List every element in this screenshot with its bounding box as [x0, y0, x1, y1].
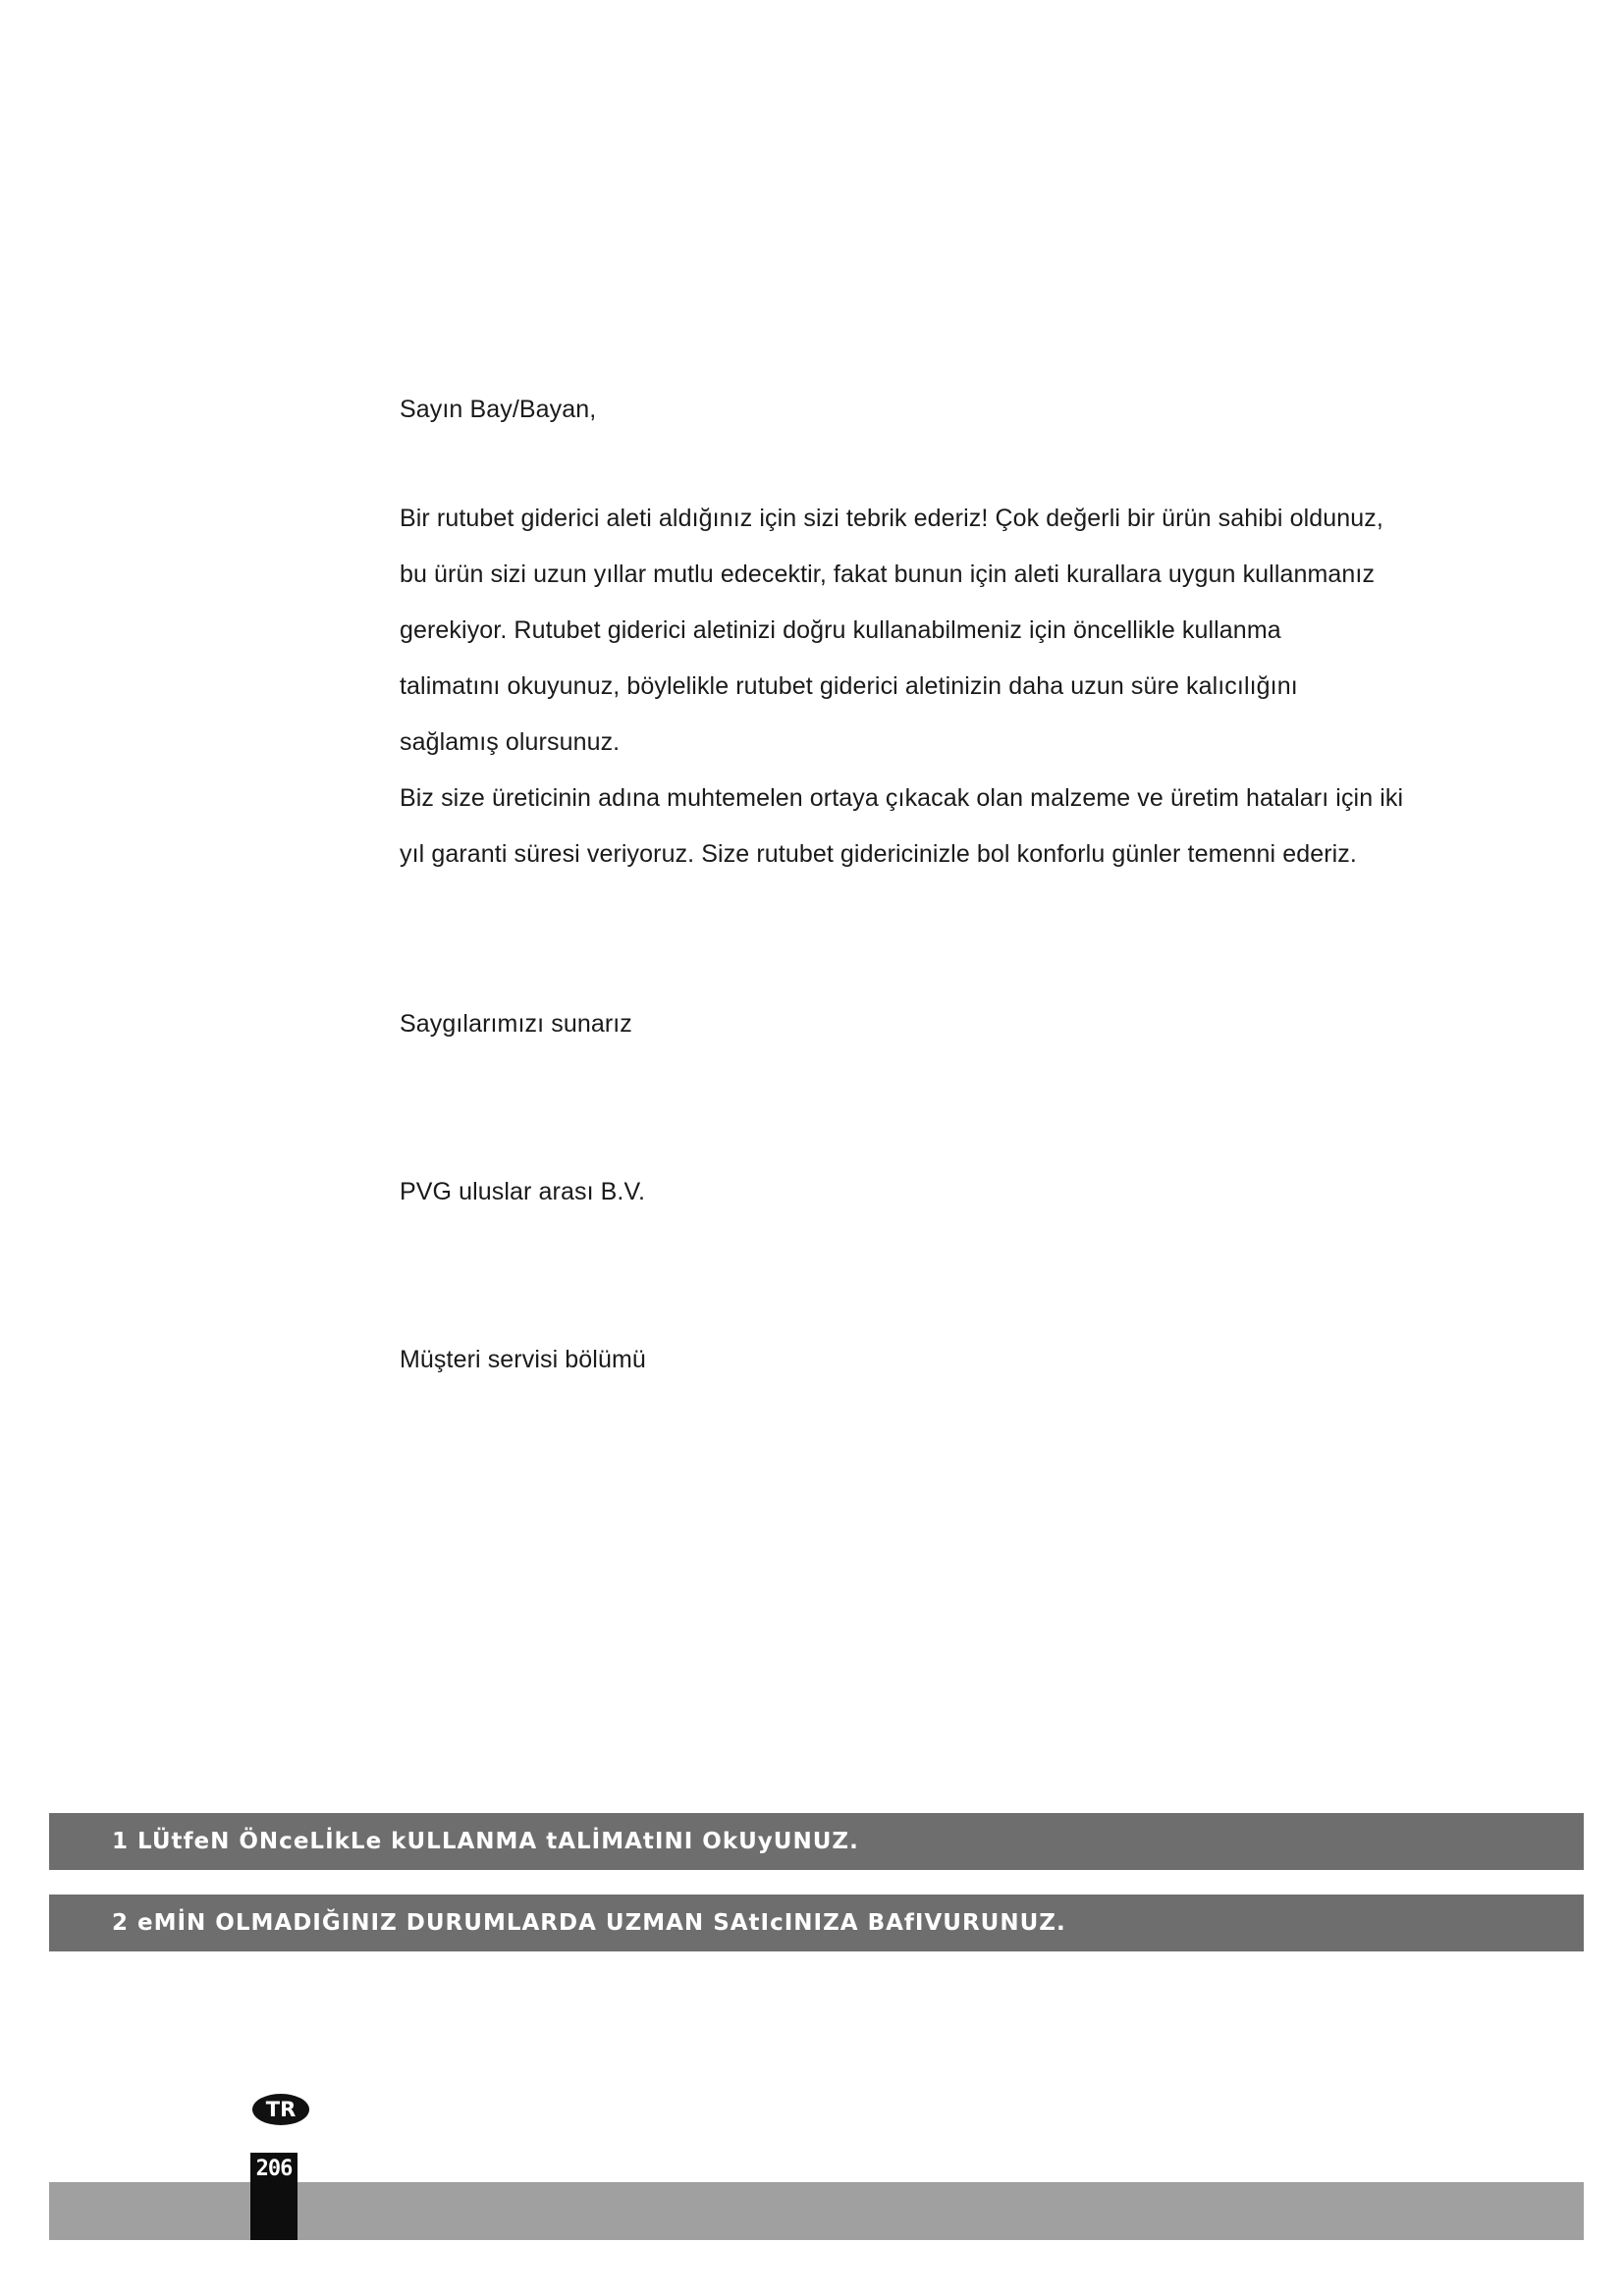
- body-line-2: bu ürün sizi uzun yıllar mutlu edecektir, fakat bunun için aleti kurallara uygun kullanmanız: [400, 561, 1376, 588]
- body-line-6: Biz size üreticinin adına muhtemelen ortaya çıkacak olan malzeme ve üretim hataları için iki: [400, 784, 1404, 812]
- body-line-7: yıl garanti süresi veriyoruz. Size rutubet gidericinizle bol konforlu günler temenni ederiz.: [400, 840, 1357, 868]
- body-line-3: gerekiyor. Rutubet giderici aletinizi doğru kullanabilmeniz için öncellikle kullanma: [400, 616, 1281, 644]
- body-line-4: talimatını okuyunuz, böylelikle rutubet giderici aletinizin daha uzun süre kalıcılığını: [400, 672, 1298, 700]
- language-badge: TR: [252, 2094, 309, 2125]
- notice-text-1: 1 LÜtfeN ÖNceLİkLe kULLANMA tALİMAtINI OkUyUNUZ.: [112, 1829, 859, 1854]
- notice-bar-1: [49, 1813, 1584, 1870]
- notice-text-2: 2 eMİN OLMADIĞINIZ DURUMLARDA UZMAN SAtIcINIZA BAfIVURUNUZ.: [112, 1910, 1066, 1936]
- salutation: Sayın Bay/Bayan,: [400, 396, 597, 423]
- body-line-5: sağlamış olursunuz.: [400, 728, 621, 756]
- notice-bar-2: [49, 1895, 1584, 1951]
- page-number: 206: [255, 2157, 293, 2181]
- company-name: PVG uluslar arası B.V.: [400, 1178, 646, 1205]
- body-line-1: Bir rutubet giderici aleti aldığınız için sizi tebrik ederiz! Çok değerli bir ürün sahibi oldunuz,: [400, 505, 1383, 532]
- closing: Saygılarımızı sunarız: [400, 1010, 632, 1038]
- page-number-tab: [250, 2153, 298, 2240]
- department-name: Müşteri servisi bölümü: [400, 1346, 646, 1373]
